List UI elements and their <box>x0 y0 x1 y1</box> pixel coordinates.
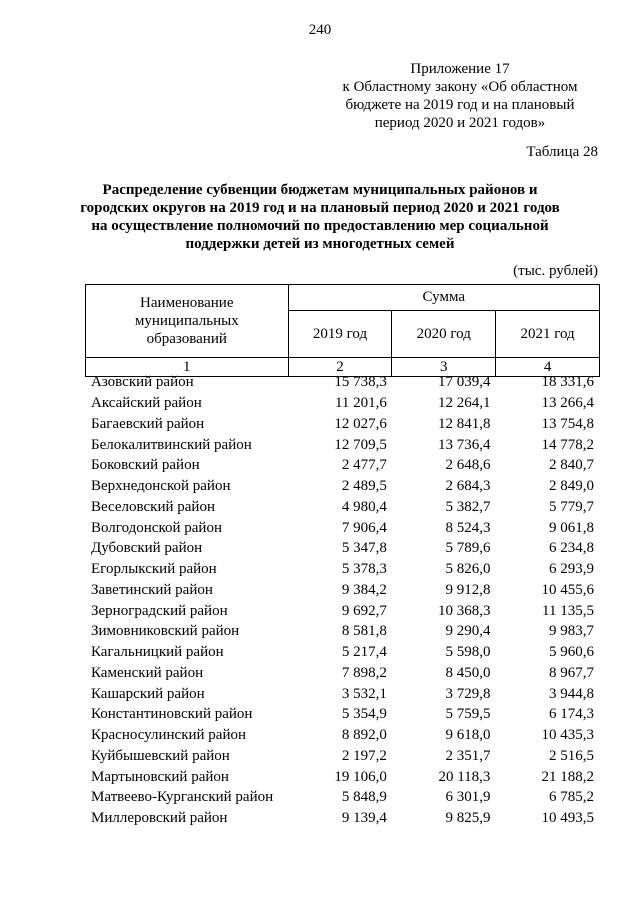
table-row <box>85 434 600 455</box>
value-2021: 6 174,3 <box>549 706 594 723</box>
title-line: поддержки детей из многодетных семей <box>185 236 455 252</box>
title-line: на осуществление полномочий по предоставлению мер социальной <box>91 218 549 234</box>
municipality-name: Миллеровский район <box>91 810 228 827</box>
value-2020: 5 759,5 <box>445 706 491 723</box>
table-row <box>85 746 600 767</box>
value-2020: 9 618,0 <box>445 727 491 744</box>
table-row <box>85 393 600 414</box>
table-row <box>85 580 600 601</box>
table-row <box>85 642 600 663</box>
municipality-name: Заветинский район <box>91 581 213 598</box>
value-2021: 2 840,7 <box>549 457 594 474</box>
value-2021: 18 331,6 <box>541 374 594 391</box>
value-2020: 2 648,6 <box>445 457 491 474</box>
value-2019: 5 354,9 <box>341 706 387 723</box>
value-2020: 5 598,0 <box>445 644 491 661</box>
municipality-name: Боковский район <box>91 457 200 474</box>
municipality-name: Мартыновский район <box>91 768 229 785</box>
data-table-body <box>85 372 600 829</box>
value-2021: 8 967,7 <box>549 664 594 681</box>
municipality-name: Белокалитвинский район <box>91 436 252 453</box>
column-number: 4 <box>496 358 600 377</box>
value-2021: 10 493,5 <box>541 810 594 827</box>
value-2019: 2 489,5 <box>341 478 387 495</box>
municipality-name: Верхнедонской район <box>91 478 231 495</box>
column-number: 1 <box>86 358 289 377</box>
value-2020: 2 684,3 <box>445 478 491 495</box>
column-number: 3 <box>392 358 496 377</box>
value-2019: 8 892,0 <box>341 727 387 744</box>
sum-column-header: Сумма <box>288 285 599 311</box>
municipality-name: Кашарский район <box>91 685 205 702</box>
municipality-name: Каменский район <box>91 664 204 681</box>
table-row <box>85 476 600 497</box>
municipality-name: Константиновский район <box>91 706 253 723</box>
municipality-name: Красносулинский район <box>91 727 247 744</box>
table-label: Таблица 28 <box>526 144 598 160</box>
title-line: городских округов на 2019 год и на плановый период 2020 и 2021 годов <box>80 200 560 216</box>
value-2020: 8 450,0 <box>445 664 491 681</box>
units-label: (тыс. рублей) <box>513 263 598 279</box>
value-2019: 5 848,9 <box>341 789 387 806</box>
value-2021: 10 435,3 <box>541 727 594 744</box>
table-row <box>85 725 600 746</box>
value-2020: 12 841,8 <box>437 415 491 432</box>
table-row <box>85 787 600 808</box>
value-2021: 13 754,8 <box>541 415 594 432</box>
value-2019: 3 532,1 <box>341 685 387 702</box>
table-row <box>85 766 600 787</box>
value-2020: 9 912,8 <box>445 581 491 598</box>
value-2021: 11 135,5 <box>542 602 594 619</box>
municipality-name: Багаевский район <box>91 415 205 432</box>
municipality-name: Егорлыкский район <box>91 561 217 578</box>
value-2019: 5 378,3 <box>341 561 387 578</box>
value-2021: 6 293,9 <box>549 561 594 578</box>
municipality-name: Волгодонской район <box>91 519 222 536</box>
municipality-name: Аксайский район <box>91 395 202 412</box>
value-2021: 5 960,6 <box>549 644 594 661</box>
appendix-line: период 2020 и 2021 годов» <box>374 115 546 131</box>
value-2021: 9 061,8 <box>549 519 594 536</box>
table-row <box>85 808 600 829</box>
table-row <box>85 414 600 435</box>
table-row <box>85 497 600 518</box>
value-2021: 13 266,4 <box>541 395 594 412</box>
table-row <box>85 517 600 538</box>
value-2019: 7 906,4 <box>341 519 387 536</box>
value-2020: 8 524,3 <box>445 519 491 536</box>
table-row <box>85 621 600 642</box>
municipality-name: Кагальницкий район <box>91 644 224 661</box>
value-2019: 15 738,3 <box>334 374 387 391</box>
value-2019: 2 197,2 <box>341 747 387 764</box>
value-2020: 5 789,6 <box>445 540 491 557</box>
header-line: Наименование <box>140 295 234 311</box>
value-2020: 5 382,7 <box>445 498 491 515</box>
table-row <box>85 455 600 476</box>
table-row <box>85 663 600 684</box>
value-2020: 12 264,1 <box>437 395 491 412</box>
value-2020: 20 118,3 <box>438 768 491 785</box>
value-2019: 5 347,8 <box>341 540 387 557</box>
table-row <box>85 704 600 725</box>
value-2019: 8 581,8 <box>341 623 387 640</box>
appendix-reference <box>330 60 590 132</box>
year-header-2021: 2021 год <box>496 311 600 358</box>
value-2021: 6 785,2 <box>549 789 594 806</box>
value-2020: 6 301,9 <box>445 789 491 806</box>
value-2020: 10 368,3 <box>437 602 491 619</box>
page-number: 240 <box>308 22 332 38</box>
value-2020: 2 351,7 <box>445 747 491 764</box>
table-header <box>85 284 600 377</box>
value-2021: 2 516,5 <box>549 747 594 764</box>
header-line: муниципальных <box>134 313 239 329</box>
table-row <box>85 372 600 393</box>
value-2019: 9 384,2 <box>341 581 387 598</box>
appendix-line: к Областному закону «Об областном <box>342 79 578 95</box>
value-2021: 21 188,2 <box>541 768 594 785</box>
value-2020: 13 736,4 <box>437 436 491 453</box>
municipality-name: Куйбышевский район <box>91 747 230 764</box>
value-2019: 2 477,7 <box>341 457 387 474</box>
table-row <box>85 600 600 621</box>
value-2020: 3 729,8 <box>445 685 491 702</box>
name-column-header <box>86 285 289 358</box>
value-2021: 10 455,6 <box>541 581 594 598</box>
value-2019: 19 106,0 <box>334 768 387 785</box>
value-2019: 12 027,6 <box>334 415 387 432</box>
value-2019: 5 217,4 <box>341 644 387 661</box>
table-row <box>85 538 600 559</box>
year-header-2020: 2020 год <box>392 311 496 358</box>
value-2021: 14 778,2 <box>541 436 594 453</box>
municipality-name: Азовский район <box>91 374 194 391</box>
value-2020: 17 039,4 <box>437 374 491 391</box>
data-table <box>85 372 600 829</box>
municipality-name: Дубовский район <box>91 540 203 557</box>
column-number: 2 <box>288 358 392 377</box>
value-2021: 2 849,0 <box>549 478 594 495</box>
document-title <box>80 181 560 253</box>
value-2019: 9 139,4 <box>341 810 387 827</box>
appendix-line: бюджете на 2019 год и на плановый <box>345 97 575 113</box>
value-2020: 9 290,4 <box>445 623 491 640</box>
value-2020: 5 826,0 <box>445 561 491 578</box>
header-line: образований <box>146 331 227 347</box>
value-2021: 5 779,7 <box>549 498 594 515</box>
table-row <box>85 683 600 704</box>
value-2019: 11 201,6 <box>334 395 387 412</box>
value-2019: 4 980,4 <box>341 498 387 515</box>
municipality-name: Веселовский район <box>91 498 215 515</box>
value-2021: 9 983,7 <box>549 623 594 640</box>
table-row <box>85 559 600 580</box>
municipality-name: Матвеево-Курганский район <box>91 789 274 806</box>
value-2019: 7 898,2 <box>341 664 387 681</box>
value-2020: 9 825,9 <box>445 810 491 827</box>
municipality-name: Зерноградский район <box>91 602 228 619</box>
municipality-name: Зимовниковский район <box>91 623 240 640</box>
appendix-line: Приложение 17 <box>410 61 510 77</box>
year-header-2019: 2019 год <box>288 311 392 358</box>
value-2021: 3 944,8 <box>549 685 594 702</box>
value-2019: 9 692,7 <box>341 602 387 619</box>
title-line: Распределение субвенции бюджетам муниципальных районов и <box>102 182 538 198</box>
value-2019: 12 709,5 <box>334 436 387 453</box>
value-2021: 6 234,8 <box>549 540 594 557</box>
